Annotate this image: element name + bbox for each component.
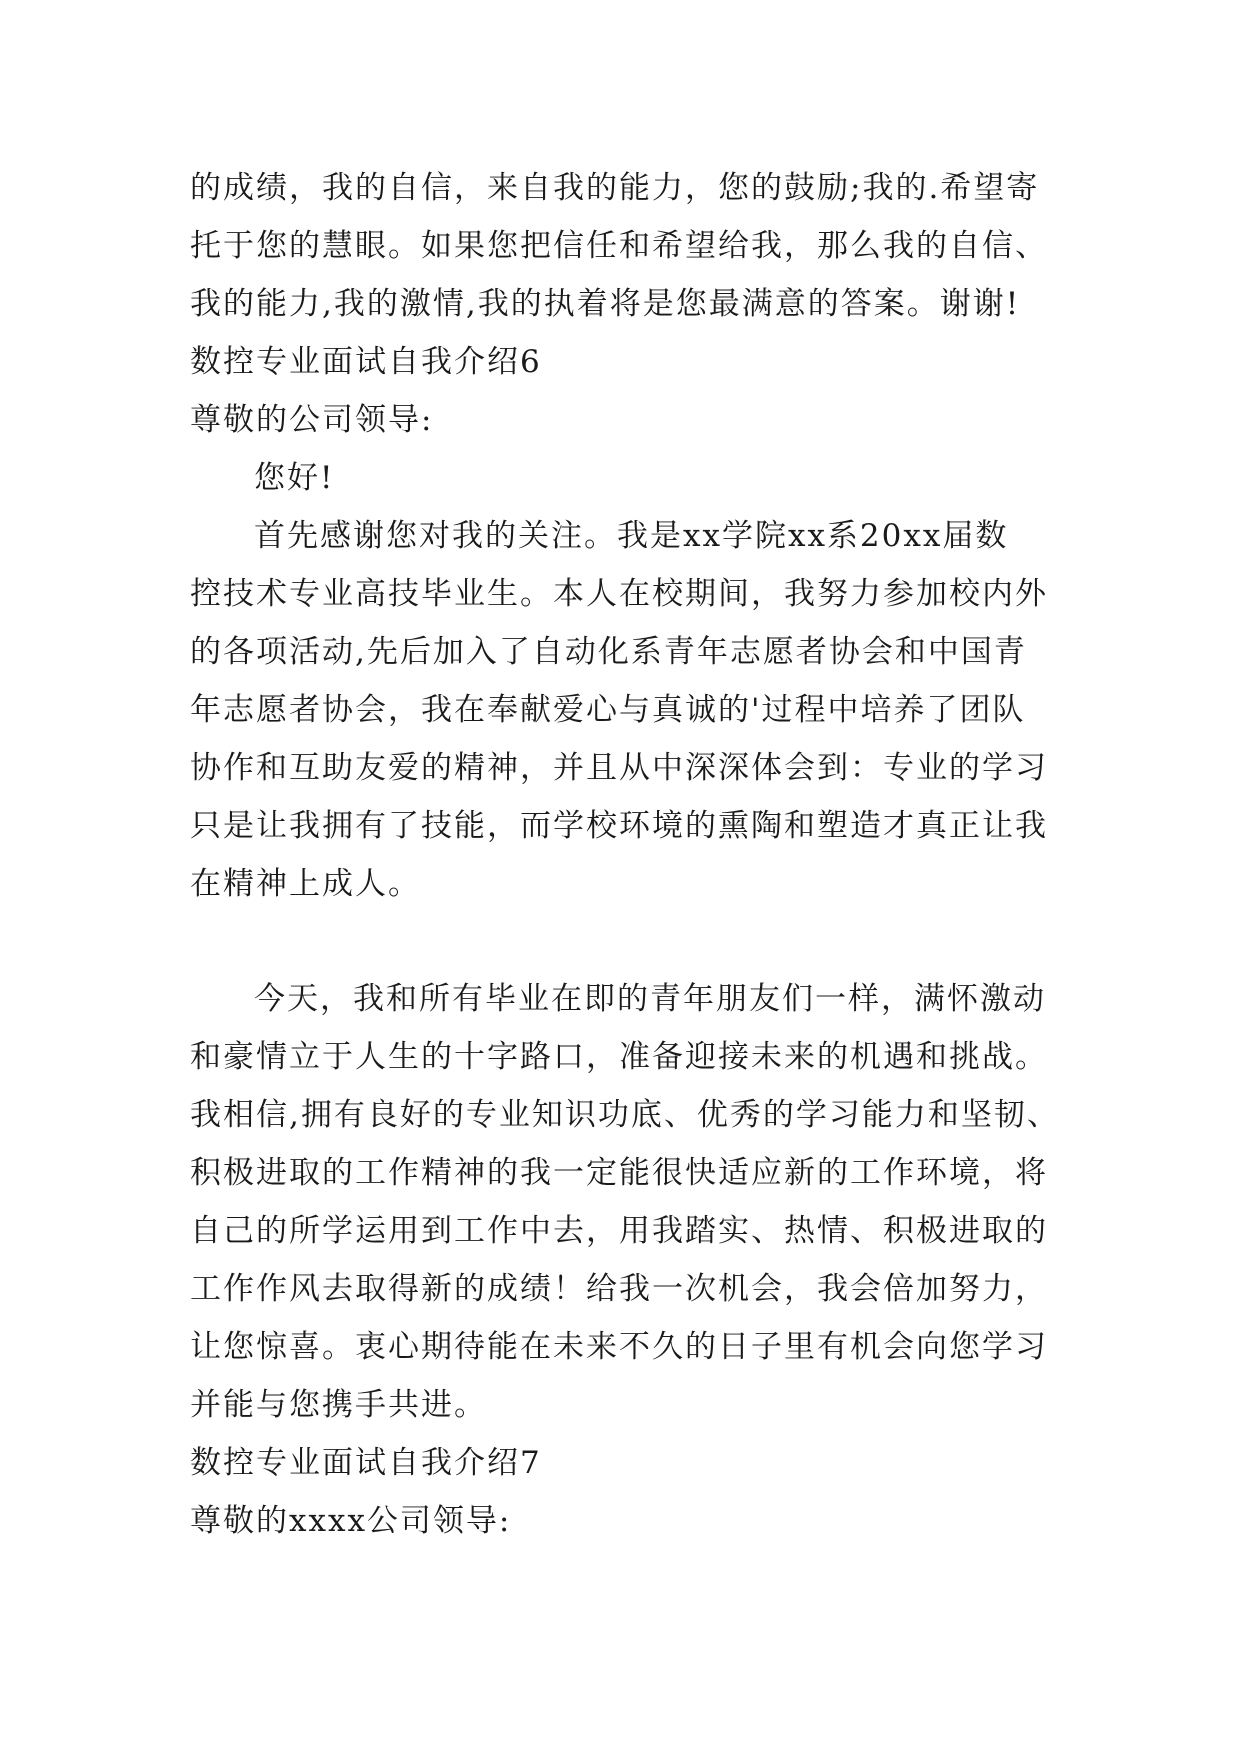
section-heading: 数控专业面试自我介绍7 bbox=[190, 1445, 542, 1481]
text-line: 年志愿者协会，我在奉献爱心与真诚的'过程中培养了团队 bbox=[190, 692, 1026, 728]
text-line: 我相信,拥有良好的专业知识功底、优秀的学习能力和坚韧、 bbox=[190, 1097, 1060, 1133]
text-line: 让您惊喜。衷心期待能在未来不久的日子里有机会向您学习 bbox=[190, 1329, 1048, 1365]
text-line: 工作作风去取得新的成绩！给我一次机会，我会倍加努力， bbox=[190, 1271, 1048, 1307]
text-line: 自己的所学运用到工作中去，用我踏实、热情、积极进取的 bbox=[190, 1213, 1048, 1249]
text-line: 托于您的慧眼。如果您把信任和希望给我，那么我的自信、 bbox=[190, 228, 1048, 264]
text-line: 并能与您携手共进。 bbox=[190, 1387, 487, 1423]
text-line: 积极进取的工作精神的我一定能很快适应新的工作环境，将 bbox=[190, 1155, 1048, 1191]
salutation: 尊敬的xxxx公司领导: bbox=[190, 1503, 512, 1539]
text-line: 和豪情立于人生的十字路口，准备迎接未来的机遇和挑战。 bbox=[190, 1039, 1048, 1075]
text-line: 只是让我拥有了技能，而学校环境的熏陶和塑造才真正让我 bbox=[190, 808, 1048, 844]
text-line: 协作和互助友爱的精神，并且从中深深体会到：专业的学习 bbox=[190, 750, 1048, 786]
text-line: 在精神上成人。 bbox=[190, 866, 421, 902]
text-line: 的成绩，我的自信，来自我的能力，您的鼓励;我的.希望寄 bbox=[190, 170, 1040, 206]
text-line: 我的能力,我的激情,我的执着将是您最满意的答案。谢谢! bbox=[190, 286, 1021, 322]
text-line: 今天，我和所有毕业在即的青年朋友们一样，满怀激动 bbox=[254, 981, 1046, 1017]
salutation: 尊敬的公司领导: bbox=[190, 402, 434, 438]
section-heading: 数控专业面试自我介绍6 bbox=[190, 344, 542, 380]
text-line: 首先感谢您对我的关注。我是xx学院xx系20xx届数 bbox=[254, 518, 1009, 554]
text-line: 控技术专业高技毕业生。本人在校期间，我努力参加校内外 bbox=[190, 576, 1048, 612]
greeting: 您好! bbox=[254, 460, 335, 496]
text-line: 的各项活动,先后加入了自动化系青年志愿者协会和中国青 bbox=[190, 634, 1027, 670]
